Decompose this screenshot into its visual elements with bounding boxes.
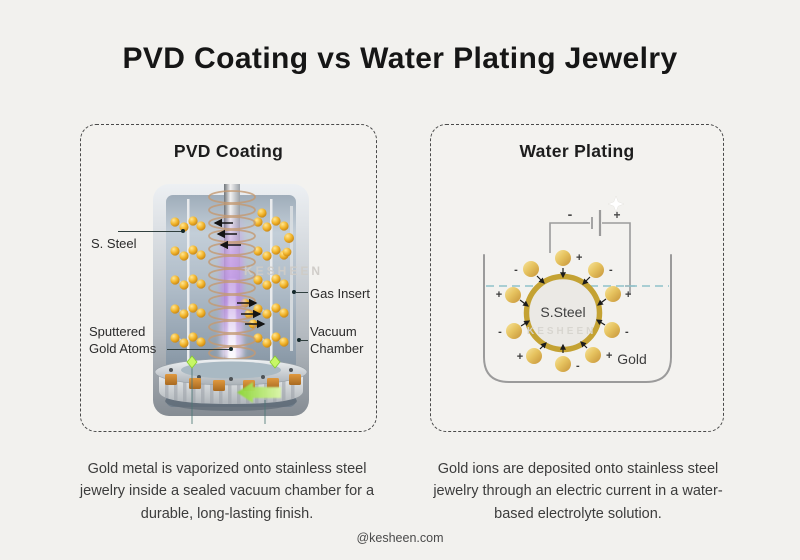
water-plating-panel <box>430 124 724 432</box>
svg-text:-: - <box>625 326 629 338</box>
s-steel-leader-line <box>118 231 184 232</box>
svg-text:-: - <box>576 360 580 372</box>
rotating-base <box>155 359 307 411</box>
sputtered-leader-line <box>167 349 230 350</box>
vacuum-chamber-leader-line <box>300 340 308 341</box>
gold-ion <box>597 320 629 338</box>
watermark: KESHEEN <box>244 264 324 278</box>
watermark: KESHEEN <box>527 326 597 337</box>
gold-ion <box>517 343 546 364</box>
svg-text:-: - <box>498 326 502 338</box>
gold-label: Gold <box>617 351 647 367</box>
gas-insert-label: Gas Insert <box>310 286 370 301</box>
site-handle: @kesheen.com <box>356 531 444 545</box>
svg-text:+: + <box>495 289 503 301</box>
pvd-description: Gold metal is vaporized onto stainless steel jewelry inside a sealed vacuum chamber for a durable, long-lasting finish. <box>79 461 375 522</box>
gold-ion <box>598 286 631 305</box>
gold-ion <box>498 321 529 339</box>
gold-ion <box>514 261 544 283</box>
sputtered-gold-atoms-label: Sputtered Gold Atoms <box>89 324 157 357</box>
s-steel-leader-dot <box>181 229 185 233</box>
svg-text:+: + <box>516 351 524 363</box>
s-steel-label: S. Steel <box>91 236 137 251</box>
vacuum-chamber-label: Vacuum Chamber <box>310 324 364 357</box>
water-description: Gold ions are deposited onto stainless steel jewelry through an electric current in a water-based electrolyte solution. <box>433 461 723 522</box>
pvd-coating-panel <box>80 124 377 432</box>
battery-negative-label: - <box>567 206 573 222</box>
sputtered-leader-dot <box>229 347 233 351</box>
gold-ion <box>581 342 612 363</box>
electrode-label: S.Steel <box>540 304 586 320</box>
electroplating-diagram <box>471 193 691 391</box>
gas-insert-tube <box>290 206 293 351</box>
svg-text:-: - <box>609 264 613 276</box>
gold-ion <box>555 250 582 277</box>
battery-positive-label: + <box>613 208 621 222</box>
gas-insert-leader-line <box>295 292 308 293</box>
svg-text:+: + <box>576 252 583 264</box>
svg-text:-: - <box>514 264 518 276</box>
gold-ion <box>583 262 613 284</box>
vacuum-chamber-diagram <box>147 179 317 426</box>
pvd-panel-heading: PVD Coating <box>173 141 284 161</box>
gold-ion <box>496 287 528 306</box>
water-panel-heading: Water Plating <box>519 141 635 161</box>
page-title: PVD Coating vs Water Plating Jewelry <box>122 42 678 75</box>
svg-text:+: + <box>606 350 613 362</box>
svg-text:+: + <box>625 289 632 301</box>
